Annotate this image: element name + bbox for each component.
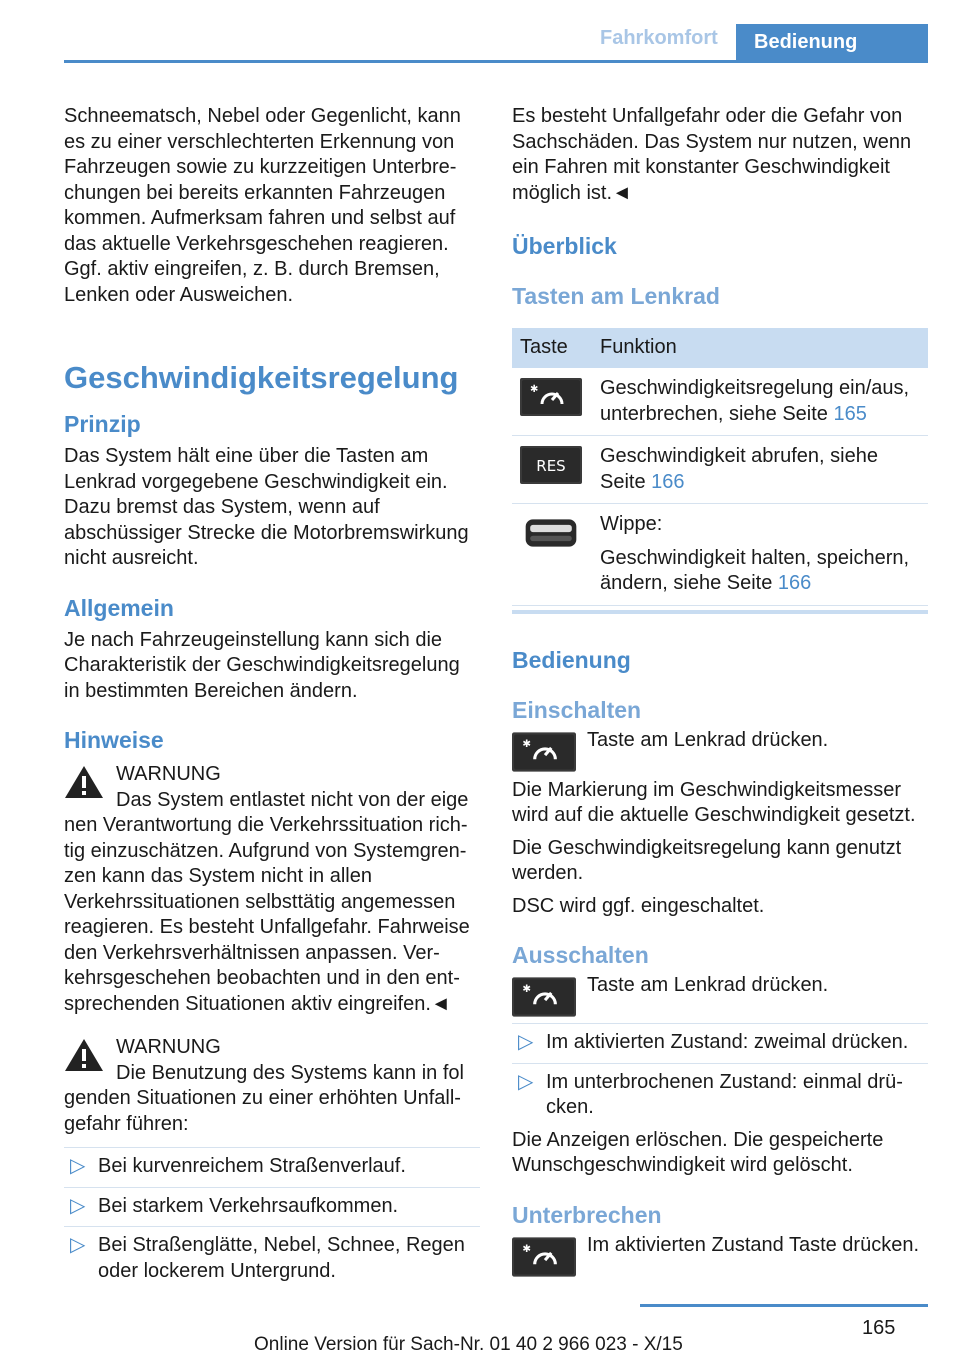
ausschalten-bullet-list: [512, 1023, 928, 1121]
warning-text: nen Verantwortung die Verkehrssituation richtig einzuschätzen. Aufgrund von Systemgrenzen kann das System nicht in allen Verkehrssituationen selbsttätig angemessen reagieren. Es besteht Unfallgefahr. Fahrweise den Verkehrsverhältnissen anpassen. Verkehrsgeschehen beobachten und in den entsprechenden Situationen aktiv eingreifen.◄: [64, 814, 470, 1015]
warning-text: genden Situationen zu einer erhöhten Unfallgefahr führen:: [64, 1087, 461, 1135]
allgemein-text: Je nach Fahrzeugeinstellung kann sich die Charakteristik der Geschwindigkeitsregelung in bestimmten Bereichen ändern.: [64, 628, 460, 702]
footer-online-version: Online Version für Sach-Nr. 01 40 2 966 023 - X/15: [254, 1334, 683, 1355]
cruise-control-icon: [512, 977, 576, 1017]
intro-text: Schneematsch, Nebel oder Gegenlicht, kann es zu einer verschlechterten Erkennung von Fahrzeugen sowie zu kurzzeitigen Unterbrechungen bei bereits erkannten Fahrzeugen kommen. Aufmerksam fahren und selbst auf das aktuelle Verkehrsgeschehen reagieren. Ggf. aktiv eingreifen, z. B. durch Bremsen, Lenken oder Ausweichen.: [64, 105, 461, 306]
warning-block-2: [64, 1035, 480, 1137]
warning-block-1: [64, 762, 480, 1017]
table-row: [512, 368, 928, 436]
cruise-control-icon: [520, 378, 582, 416]
list-item: ▷ Im unterbrochenen Zustand: einmal drücken.: [512, 1063, 928, 1121]
ueberblick-heading: Überblick: [512, 233, 617, 259]
unterbrechen-instruction: ✱ Im aktivierten Zustand Taste drücken.: [512, 1233, 928, 1275]
svg-text:✱: ✱: [522, 737, 531, 750]
right-column: [512, 104, 928, 1283]
footer-rule: [640, 1304, 928, 1307]
list-item: ▷ Bei starkem Verkehrsaufkommen.: [64, 1187, 480, 1220]
ausschalten-text: Die Anzeigen erlöschen. Die gespeicherte Wunschgeschwindigkeit wird gelöscht.: [512, 1128, 884, 1176]
table-row: [512, 504, 928, 606]
einschalten-text-3: DSC wird ggf. eingeschaltet.: [512, 894, 765, 917]
res-button-icon: [520, 446, 582, 484]
table-header-row: [512, 328, 928, 368]
section-title: Geschwindigkeitsregelung: [64, 360, 459, 395]
svg-text:RES: RES: [536, 457, 566, 475]
page-link[interactable]: 166: [651, 470, 685, 493]
ausschalten-heading: Ausschalten: [512, 942, 649, 968]
header-tab-bedienung[interactable]: Bedienung: [736, 24, 928, 61]
right-intro-text: Es besteht Unfallgefahr oder die Gefahr von Sachschäden. Das System nur nutzen, wenn ein Fahren mit konstanter Geschwindigkeit möglich ist.◄: [512, 105, 912, 204]
prinzip-heading: Prinzip: [64, 411, 141, 437]
triangle-bullet-icon: ▷: [70, 1234, 86, 1256]
left-column: [64, 104, 480, 1291]
list-item: ▷ Im aktivierten Zustand: zweimal drücken.: [512, 1023, 928, 1056]
svg-text:✱: ✱: [522, 1242, 531, 1255]
bedienung-heading: Bedienung: [512, 646, 631, 673]
button-table: [512, 328, 928, 606]
svg-text:✱: ✱: [530, 384, 539, 395]
page-link[interactable]: 166: [777, 572, 812, 594]
table-row: [512, 436, 928, 504]
ausschalten-instruction: ✱ Taste am Lenkrad drücken.: [512, 973, 928, 1015]
table-cell-function: Geschwindigkeitsregelung ein/aus, unterbrechen, siehe Seite 165: [592, 368, 928, 436]
triangle-bullet-icon: ▷: [70, 1194, 86, 1217]
einschalten-heading: Einschalten: [512, 696, 642, 723]
table-cell-function: Geschwindigkeit abrufen, siehe Seite 166: [592, 436, 928, 504]
allgemein-heading: Allgemein: [64, 594, 174, 621]
cruise-control-icon: [512, 732, 576, 772]
table-cell-function: Wippe: Geschwindigkeit halten, speichern, ändern, siehe Seite 166: [592, 504, 928, 606]
table-end-rule: [512, 610, 928, 614]
triangle-bullet-icon: ▷: [70, 1155, 86, 1177]
page-number: 165: [862, 1317, 896, 1339]
triangle-bullet-icon: ▷: [518, 1070, 534, 1093]
rocker-switch-icon: [520, 514, 582, 552]
list-item: ▷ Bei Straßenglätte, Nebel, Schnee, Regen oder lockerem Untergrund.: [64, 1226, 480, 1284]
triangle-bullet-icon: ▷: [518, 1031, 534, 1053]
table-header-funktion: Funktion: [592, 328, 928, 368]
warning-first-line: Das System entlastet nicht von der eige: [116, 788, 469, 811]
prinzip-text: Das System hält eine über die Tasten am Lenkrad vorgegebene Geschwindigkeit ein. Dazu bremst das System, wenn auf abschüssiger Strecke die Motorbremswirkung nicht ausreicht.: [64, 445, 469, 569]
warning-bullet-list: [64, 1147, 480, 1284]
warning-triangle-icon: [64, 1037, 104, 1073]
page-link[interactable]: 165: [833, 402, 867, 425]
table-header-taste: Taste: [512, 328, 592, 368]
header-tab-fahrkomfort[interactable]: Fahrkomfort: [600, 27, 718, 49]
warning-label: WARNUNG: [116, 1036, 221, 1058]
hinweise-heading: Hinweise: [64, 727, 164, 753]
warning-label: WARNUNG: [116, 763, 221, 785]
list-item: ▷ Bei kurvenreichem Straßenverlauf.: [64, 1147, 480, 1180]
svg-text:✱: ✱: [522, 982, 531, 995]
tasten-heading: Tasten am Lenkrad: [512, 283, 720, 309]
einschalten-instruction: ✱ Taste am Lenkrad drücken.: [512, 728, 928, 770]
cruise-control-icon: [512, 1237, 576, 1277]
einschalten-text-2: Die Geschwindigkeitsregelung kann genutzt werden.: [512, 836, 902, 884]
unterbrechen-heading: Unterbrechen: [512, 1201, 662, 1228]
warning-triangle-icon: [64, 764, 104, 800]
einschalten-text-1: Die Markierung im Geschwindigkeitsmesser wird auf die aktuelle Geschwindigkeit gesetzt.: [512, 778, 916, 826]
warning-first-line: Die Benutzung des Systems kann in fol: [116, 1061, 464, 1084]
header-rule: [64, 60, 928, 63]
